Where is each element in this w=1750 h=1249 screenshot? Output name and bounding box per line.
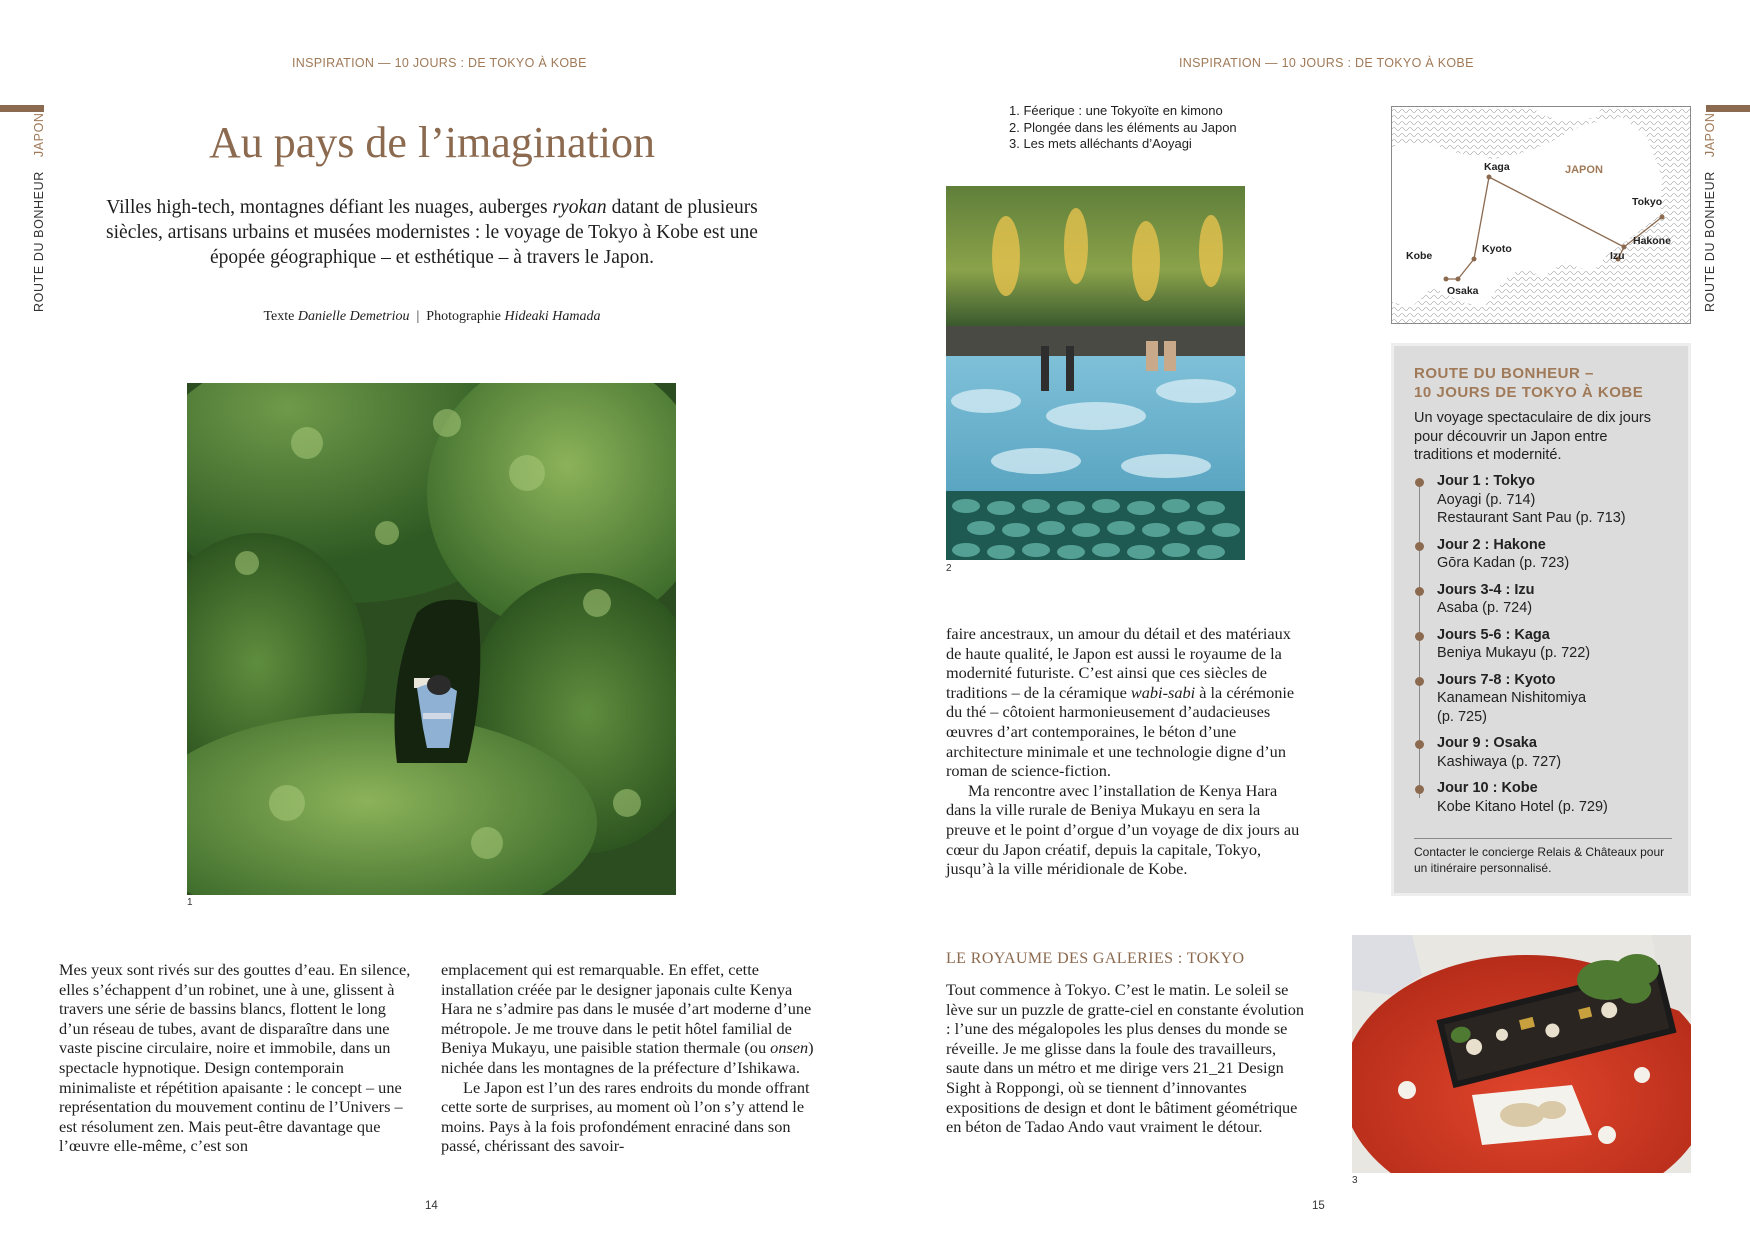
side-tab-route: ROUTE DU BONHEUR	[32, 171, 46, 312]
lead-italic: ryokan	[552, 197, 607, 218]
side-tab-left	[32, 112, 46, 312]
photo-captions	[1009, 103, 1237, 153]
map-label-izu: Izu	[1610, 250, 1625, 262]
bullet-dot	[1415, 740, 1424, 749]
bullet-dot	[1415, 587, 1424, 596]
byline-photographer: Hideaki Hamada	[504, 309, 601, 324]
italic-term: onsen	[770, 1038, 809, 1058]
side-tab-country: JAPON	[1703, 112, 1717, 158]
map-label-kobe: Kobe	[1406, 250, 1433, 262]
itinerary-item: Jours 5-6 : Kaga Beniya Mukayu (p. 722)	[1414, 626, 1674, 663]
map-label-country: JAPON	[1565, 164, 1603, 176]
byline-photo-label: Photographie	[426, 309, 501, 324]
itinerary-sidebar	[1391, 343, 1691, 896]
itinerary-item: Jour 10 : Kobe Kobe Kitano Hotel (p. 729)	[1414, 779, 1674, 816]
body-paragraph: Tout commence à Tokyo. C’est le matin. Le soleil se lève sur un puzzle de gratte-ciel en constante évolution : l’une des mégalopoles les plus denses du monde se réveille. Je me glisse dans la foule des travailleurs, saute dans un métro et me dirige vers 21_21 Design Sight à Roppongi, où se tiennent d’innovantes expositions de design et dont le bâtiment géométrique en béton de Tadao Ando vaut vraiment le détour.	[946, 980, 1305, 1137]
running-header-right: INSPIRATION — 10 JOURS : DE TOKYO À KOBE	[1179, 56, 1474, 70]
running-header-left: INSPIRATION — 10 JOURS : DE TOKYO À KOBE	[292, 56, 587, 70]
itinerary-list	[1414, 472, 1674, 816]
body-column-1	[59, 960, 419, 1156]
map-label-tokyo: Tokyo	[1632, 196, 1663, 208]
body-paragraph: Mes yeux sont rivés sur des gouttes d’eau. En silence, elles s’échappent d’un robinet, une à une, glissent à travers une série de bassins blancs, flottent le long d’un réseau de tubes, avant de disparaître dans une vaste piscine circulaire, noire et immobile, dans un spectacle hypnotique. Design contemporain minimaliste et répétition apaisante : le concept – une représentation du mouvement continu de l’Univers – est résolument zen. Mais peut-être davantage que l’œuvre elle-même, c’est son	[59, 960, 411, 1156]
byline-separator: |	[416, 309, 420, 324]
body-column-2	[441, 960, 822, 1156]
byline	[132, 309, 732, 325]
sidebar-intro: Un voyage spectaculaire de dix jours pour découvrir un Japon entre traditions et modernité.	[1414, 410, 1651, 463]
body-paragraph: Ma rencontre avec l’installation de Kenya Hara dans la ville rurale de Beniya Mukayu en sera la preuve et le point d’orgue d’un voyage de dix jours au cœur du Japon créatif, depuis la capitale, Tokyo, jusqu’à la ville méridionale de Kobe.	[946, 780, 1300, 879]
section-heading: LE ROYAUME DES GALERIES : TOKYO	[946, 950, 1245, 967]
caption-item: 1. Féerique : une Tokyoïte en kimono	[1009, 103, 1223, 118]
bullet-dot	[1415, 632, 1424, 641]
body-paragraph: Le Japon est l’un des rares endroits du monde offrant cette sorte de surprises, au moment où l’on s’y attend le moins. Pays à la fois profondément enraciné dans son passé, chérissant des savoir-	[441, 1077, 810, 1156]
bullet-dot	[1415, 542, 1424, 551]
bullet-dot	[1415, 478, 1424, 487]
body-paragraph: faire ancestraux, un amour du détail et des matériaux de haute qualité, le Japon est aussi le royaume de la modernité futuriste. C’est ainsi que ces siècles de traditions – de la céramique wabi-sabi à la cérémonie du thé – côtoient harmonieusement d’audacieuses œuvres d’art contemporaines, le béton d’une architecture minimale et une technologie digne d’un roman de science-fiction.	[946, 624, 1295, 781]
sidebar-divider	[1414, 838, 1672, 839]
bullet-dot	[1415, 677, 1424, 686]
itinerary-item: Jour 9 : Osaka Kashiwaya (p. 727)	[1414, 734, 1674, 771]
photo-pool-reflection	[946, 186, 1245, 560]
bullet-dot	[1415, 785, 1424, 794]
italic-term: wabi-sabi	[1130, 682, 1196, 702]
body-column-3b	[946, 980, 1306, 1137]
map-label-kaga: Kaga	[1484, 161, 1510, 173]
accent-bar-left	[0, 105, 44, 112]
photo-bento	[1352, 935, 1691, 1173]
photo-number-3: 3	[1352, 1175, 1358, 1186]
itinerary-item: Jour 1 : Tokyo Aoyagi (p. 714) Restaurant Sant Pau (p. 713)	[1414, 472, 1674, 528]
itinerary-item: Jours 7-8 : Kyoto Kanamean Nishitomiya (p. 725)	[1414, 671, 1674, 727]
route-map	[1391, 106, 1691, 324]
byline-text-label: Texte	[263, 309, 295, 324]
side-tab-right	[1703, 112, 1717, 312]
photo-garden-kimono	[187, 383, 676, 895]
lead-text-1: Villes high-tech, montagnes défiant les nuages, auberges	[106, 197, 553, 218]
page-number-left: 14	[425, 1200, 438, 1212]
byline-author: Danielle Demetriou	[297, 309, 410, 324]
lead-text-2: datant de plusieurs siècles, artisans urbains et musées modernistes : le voyage de Tokyo à Kobe est une épopée géographique – et esthétique – à travers le Japon.	[106, 197, 758, 268]
map-label-kyoto: Kyoto	[1482, 243, 1512, 255]
map-label-osaka: Osaka	[1447, 285, 1479, 297]
sidebar-contact: Contacter le concierge Relais & Châteaux pour un itinéraire personnalisé.	[1414, 845, 1665, 875]
map-label-hakone: Hakone	[1633, 235, 1671, 247]
itinerary-item: Jours 3-4 : Izu Asaba (p. 724)	[1414, 581, 1674, 618]
side-tab-country: JAPON	[32, 112, 46, 158]
sidebar-title: ROUTE DU BONHEUR – 10 JOURS DE TOKYO À KOBE	[1414, 365, 1644, 401]
body-paragraph: emplacement qui est remarquable. En effet, cette installation créée par le designer japonais culte Kenya Hara ne s’admire pas dans le musée d’art moderne d’une métropole. Je me trouve dans le petit hôtel familial de Beniya Mukayu, une paisible station thermale (ou onsen) nichée dans les montagnes de la préfecture d’Ishikawa.	[441, 960, 814, 1077]
page-title: Au pays de l’imagination	[208, 118, 655, 167]
photo-number-1: 1	[187, 897, 193, 908]
caption-item: 2. Plongée dans les éléments au Japon	[1009, 119, 1237, 135]
accent-bar-right	[1706, 105, 1750, 112]
side-tab-route: ROUTE DU BONHEUR	[1703, 171, 1717, 312]
body-column-3	[946, 624, 1306, 879]
photo-number-2: 2	[946, 563, 952, 574]
page-number-right: 15	[1312, 1200, 1325, 1212]
lead-paragraph	[87, 195, 777, 270]
caption-item: 3. Les mets alléchants d’Aoyagi	[1009, 136, 1192, 151]
itinerary-item: Jour 2 : Hakone Gōra Kadan (p. 723)	[1414, 536, 1674, 573]
